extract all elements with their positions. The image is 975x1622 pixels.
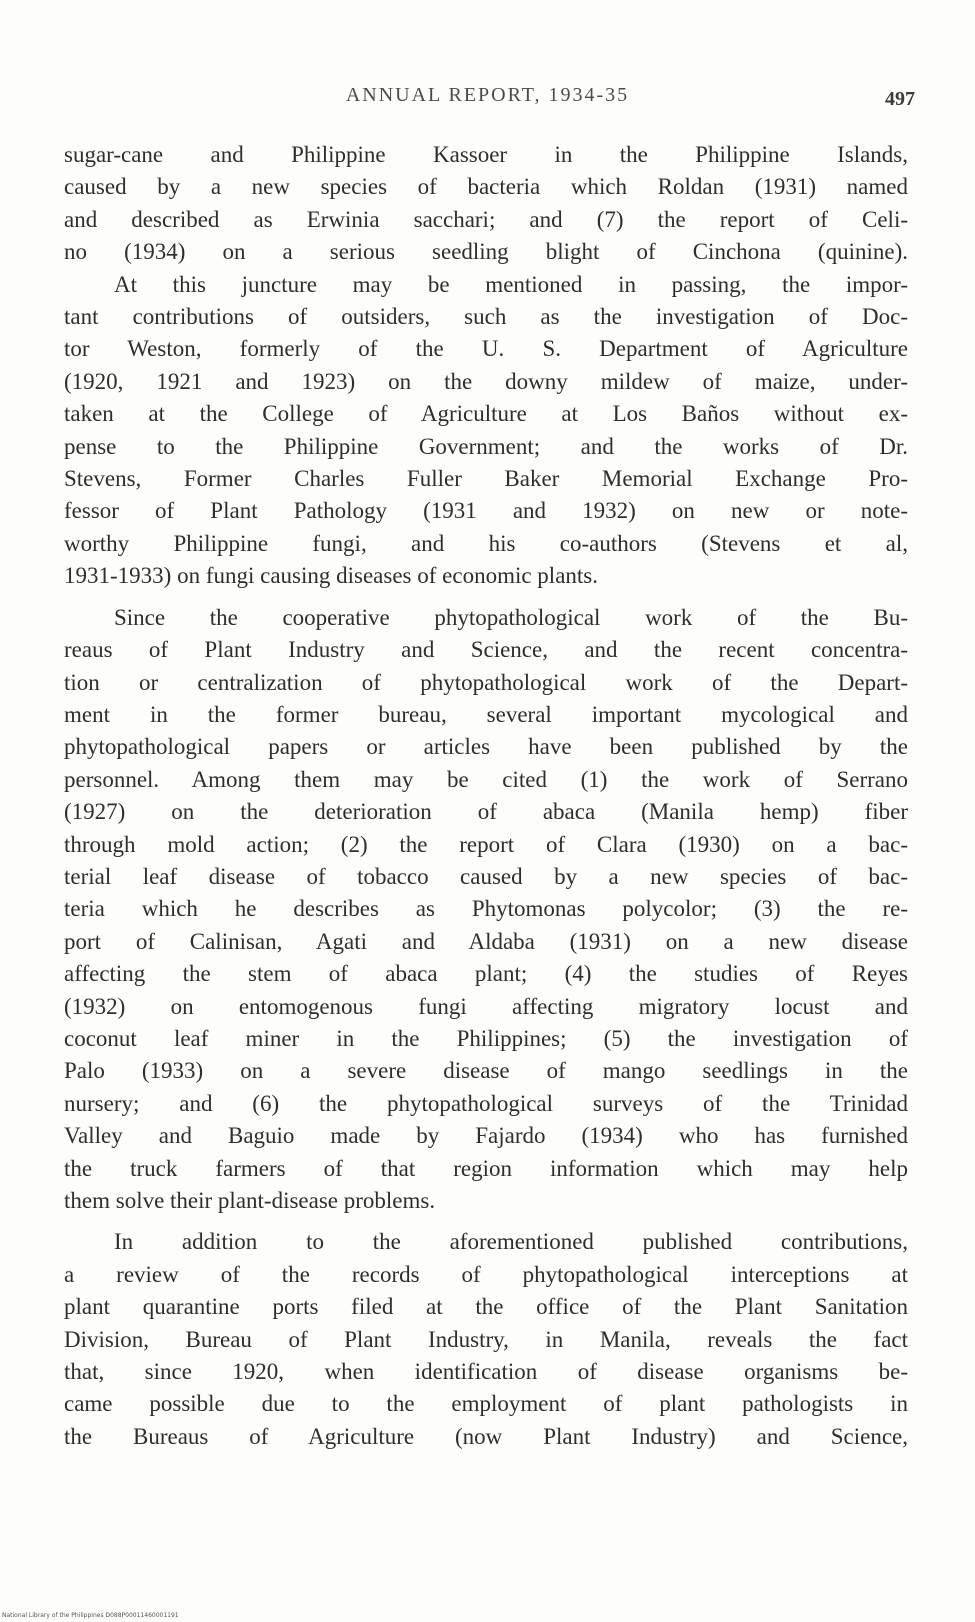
text-line: them solve their plant-disease problems. <box>64 1188 436 1213</box>
body-text <box>64 139 908 1453</box>
paragraph <box>64 269 908 593</box>
text-line: At this juncture may be mentioned in passing, the impor- <box>114 271 908 297</box>
text-line: tion or centralization of phytopathological work of the Depart- <box>64 669 908 695</box>
text-line: 1931-1933) on fungi causing diseases of economic plants. <box>64 563 598 589</box>
text-line: port of Calinisan, Agati and Aldaba (1931) on a new disease <box>64 928 908 954</box>
text-line: (1932) on entomogenous fungi affecting migratory locust and <box>64 993 908 1019</box>
text-line: Palo (1933) on a severe disease of mango seedlings in the <box>64 1058 908 1084</box>
text-line: fessor of Plant Pathology (1931 and 1932) on new or note- <box>64 498 908 524</box>
paragraph <box>64 139 908 269</box>
text-line: and described as Erwinia sacchari; and (7) the report of Celi- <box>64 206 908 232</box>
text-line: Division, Bureau of Plant Industry, in Manila, reveals the fact <box>64 1326 908 1352</box>
text-line: pense to the Philippine Government; and the works of Dr. <box>64 433 908 459</box>
text-line: affecting the stem of abaca plant; (4) the studies of Reyes <box>64 961 908 987</box>
text-line: a review of the records of phytopathological interceptions at <box>64 1261 908 1287</box>
text-line: no (1934) on a serious seedling blight of Cinchona (quinine). <box>64 239 908 265</box>
text-line: (1920, 1921 and 1923) on the downy mildew of maize, under- <box>64 368 908 394</box>
text-line: Since the cooperative phytopathological work of the Bu- <box>114 604 908 630</box>
text-line: teria which he describes as Phytomonas polycolor; (3) the re- <box>64 896 908 922</box>
text-line: ment in the former bureau, several important mycological and <box>64 701 908 727</box>
text-line: worthy Philippine fungi, and his co-authors (Stevens et al, <box>64 530 908 556</box>
text-line: terial leaf disease of tobacco caused by a new species of bac- <box>64 863 908 889</box>
text-line: sugar-cane and Philippine Kassoer in the Philippine Islands, <box>64 142 908 167</box>
paragraph-spacer <box>64 1217 908 1226</box>
text-line: plant quarantine ports filed at the office of the Plant Sanitation <box>64 1294 908 1320</box>
text-line: Valley and Baguio made by Fajardo (1934) who has furnished <box>64 1123 908 1149</box>
paragraph <box>64 1226 908 1453</box>
text-line: (1927) on the deterioration of abaca (Manila hemp) fiber <box>64 799 908 825</box>
running-header <box>60 84 915 114</box>
text-line: nursery; and (6) the phytopathological surveys of the Trinidad <box>64 1090 908 1116</box>
text-line: coconut leaf miner in the Philippines; (5) the investigation of <box>64 1025 908 1051</box>
text-line: phytopathological papers or articles have been published by the <box>64 734 908 760</box>
paragraph-spacer <box>64 593 908 602</box>
text-line: caused by a new species of bacteria which Roldan (1931) named <box>64 174 908 200</box>
text-line: through mold action; (2) the report of Clara (1930) on a bac- <box>64 831 908 857</box>
text-line: personnel. Among them may be cited (1) the work of Serrano <box>64 766 908 792</box>
text-line: tor Weston, formerly of the U. S. Department of Agriculture <box>64 336 908 362</box>
page-number: 497 <box>885 88 915 110</box>
text-line: In addition to the aforementioned published contributions, <box>114 1229 908 1255</box>
text-line: that, since 1920, when identification of disease organisms be- <box>64 1359 908 1385</box>
text-line: Stevens, Former Charles Fuller Baker Memorial Exchange Pro- <box>64 466 908 492</box>
text-line: the truck farmers of that region information which may help <box>64 1155 908 1181</box>
text-line: reaus of Plant Industry and Science, and the recent concentra- <box>64 637 908 663</box>
running-title: ANNUAL REPORT, 1934-35 <box>345 84 630 106</box>
text-line: taken at the College of Agriculture at Los Baños without ex- <box>64 401 908 427</box>
text-line: tant contributions of outsiders, such as the investigation of Doc- <box>64 304 908 330</box>
archive-footer-note: National Library of the Philippines D088P00011460001191 <box>2 1612 179 1619</box>
text-line: came possible due to the employment of plant pathologists in <box>64 1391 908 1417</box>
paragraph <box>64 602 908 1218</box>
text-line: the Bureaus of Agriculture (now Plant Industry) and Science, <box>64 1423 908 1449</box>
